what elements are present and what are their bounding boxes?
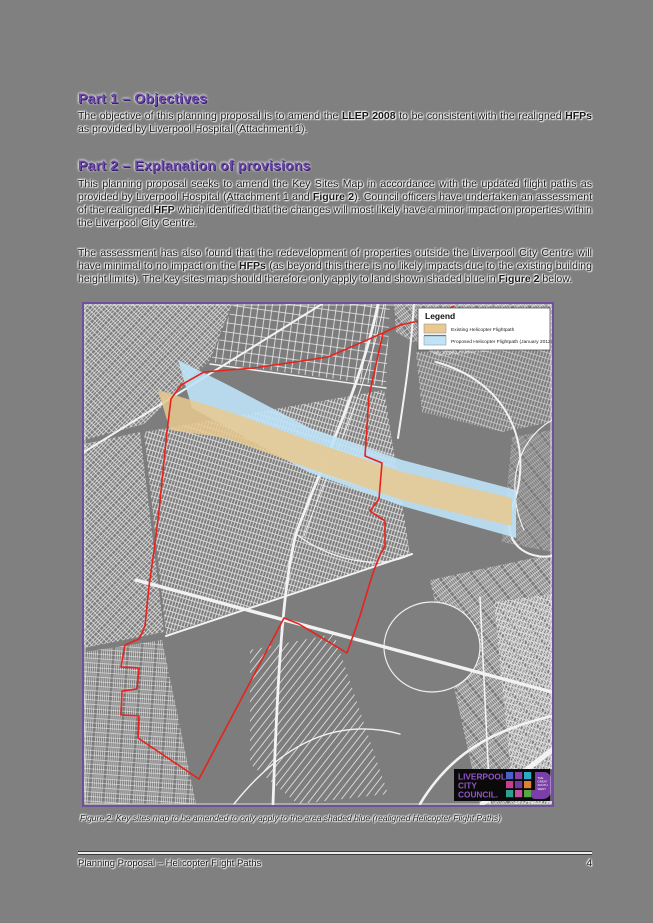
- part2-text: ). Council officers have undertaken an assessment of the realigned: [78, 191, 592, 216]
- part2-text: The assessment has also found that the redevelopment of properties outside the Liverpool City Centre will have minimal to no impact on the: [78, 247, 592, 272]
- legend-label-proposed: Proposed Helicopter Flightpath (January 2012): [451, 340, 553, 345]
- legend-swatch-proposed: [424, 336, 446, 345]
- part2-heading: Part 2 – Explanation of provisions: [78, 157, 311, 173]
- key-sites-map-figure: [82, 302, 554, 807]
- figure-caption: Figure 2: Key sites map to be amended to only apply to the area shaded blue (realigned Helicopter Flight Paths): [80, 813, 501, 823]
- footer-title: Planning Proposal – Helicopter Flight Paths: [78, 858, 262, 869]
- part1-heading: Part 1 – Objectives: [78, 90, 208, 106]
- logo-line2: CITY: [458, 780, 477, 791]
- hfps-bold: HFPs: [565, 110, 592, 122]
- part1-text: as provided by Liverpool Hospital (Attachment 1).: [78, 123, 308, 135]
- svg-text:WEST: WEST: [537, 786, 546, 791]
- part1-text: The objective of this planning proposal is to amend the: [78, 110, 342, 122]
- logo-line3: COUNCIL.: [458, 789, 499, 800]
- figure2-bold: Figure 2: [312, 191, 355, 203]
- logo-line1: LIVERPOOL: [458, 771, 506, 782]
- legend-label-existing: Existing Helicopter Flightpath: [451, 328, 515, 333]
- map-svg: [82, 302, 554, 807]
- hfp-bold: HFP: [153, 204, 175, 216]
- liverpool-city-council-logo: [454, 769, 552, 801]
- figure2-bold: Figure 2: [498, 273, 540, 285]
- hfps-bold: HFPs: [239, 260, 266, 272]
- page-footer: [78, 858, 592, 869]
- logo-color-grid: [506, 772, 531, 797]
- svg-text:SOUTH: SOUTH: [537, 783, 548, 788]
- part1-text: to be consistent with the realigned: [395, 110, 566, 122]
- legend-swatch-existing: [424, 324, 446, 333]
- part2-paragraph-2: [78, 247, 592, 286]
- map-legend: [418, 308, 553, 350]
- llep-bold: LLEP 2008: [341, 110, 396, 122]
- part1-paragraph: [78, 110, 592, 136]
- part2-text: which identified that the changes will most likely have a minor impact on properties within the Liverpool City Centre.: [78, 204, 592, 229]
- svg-text:THE: THE: [537, 776, 544, 780]
- footer-rule: [78, 851, 592, 855]
- svg-text:GREAT: GREAT: [537, 779, 548, 784]
- part2-text: (as beyond this there is no likely impacts due to the existing building height limits). The key sites map should therefore only apply to land shown shaded blue in: [78, 260, 592, 285]
- part2-paragraph-1: [78, 178, 592, 230]
- part2-text: This planning proposal seeks to amend the Key Sites Map in accordance with the updated flight paths as provided by Liverpool Hospital (Attachment 1 and: [78, 178, 592, 203]
- part2-text: below.: [539, 273, 573, 285]
- legend-title: Legend: [425, 311, 456, 321]
- page-number: 4: [586, 858, 592, 869]
